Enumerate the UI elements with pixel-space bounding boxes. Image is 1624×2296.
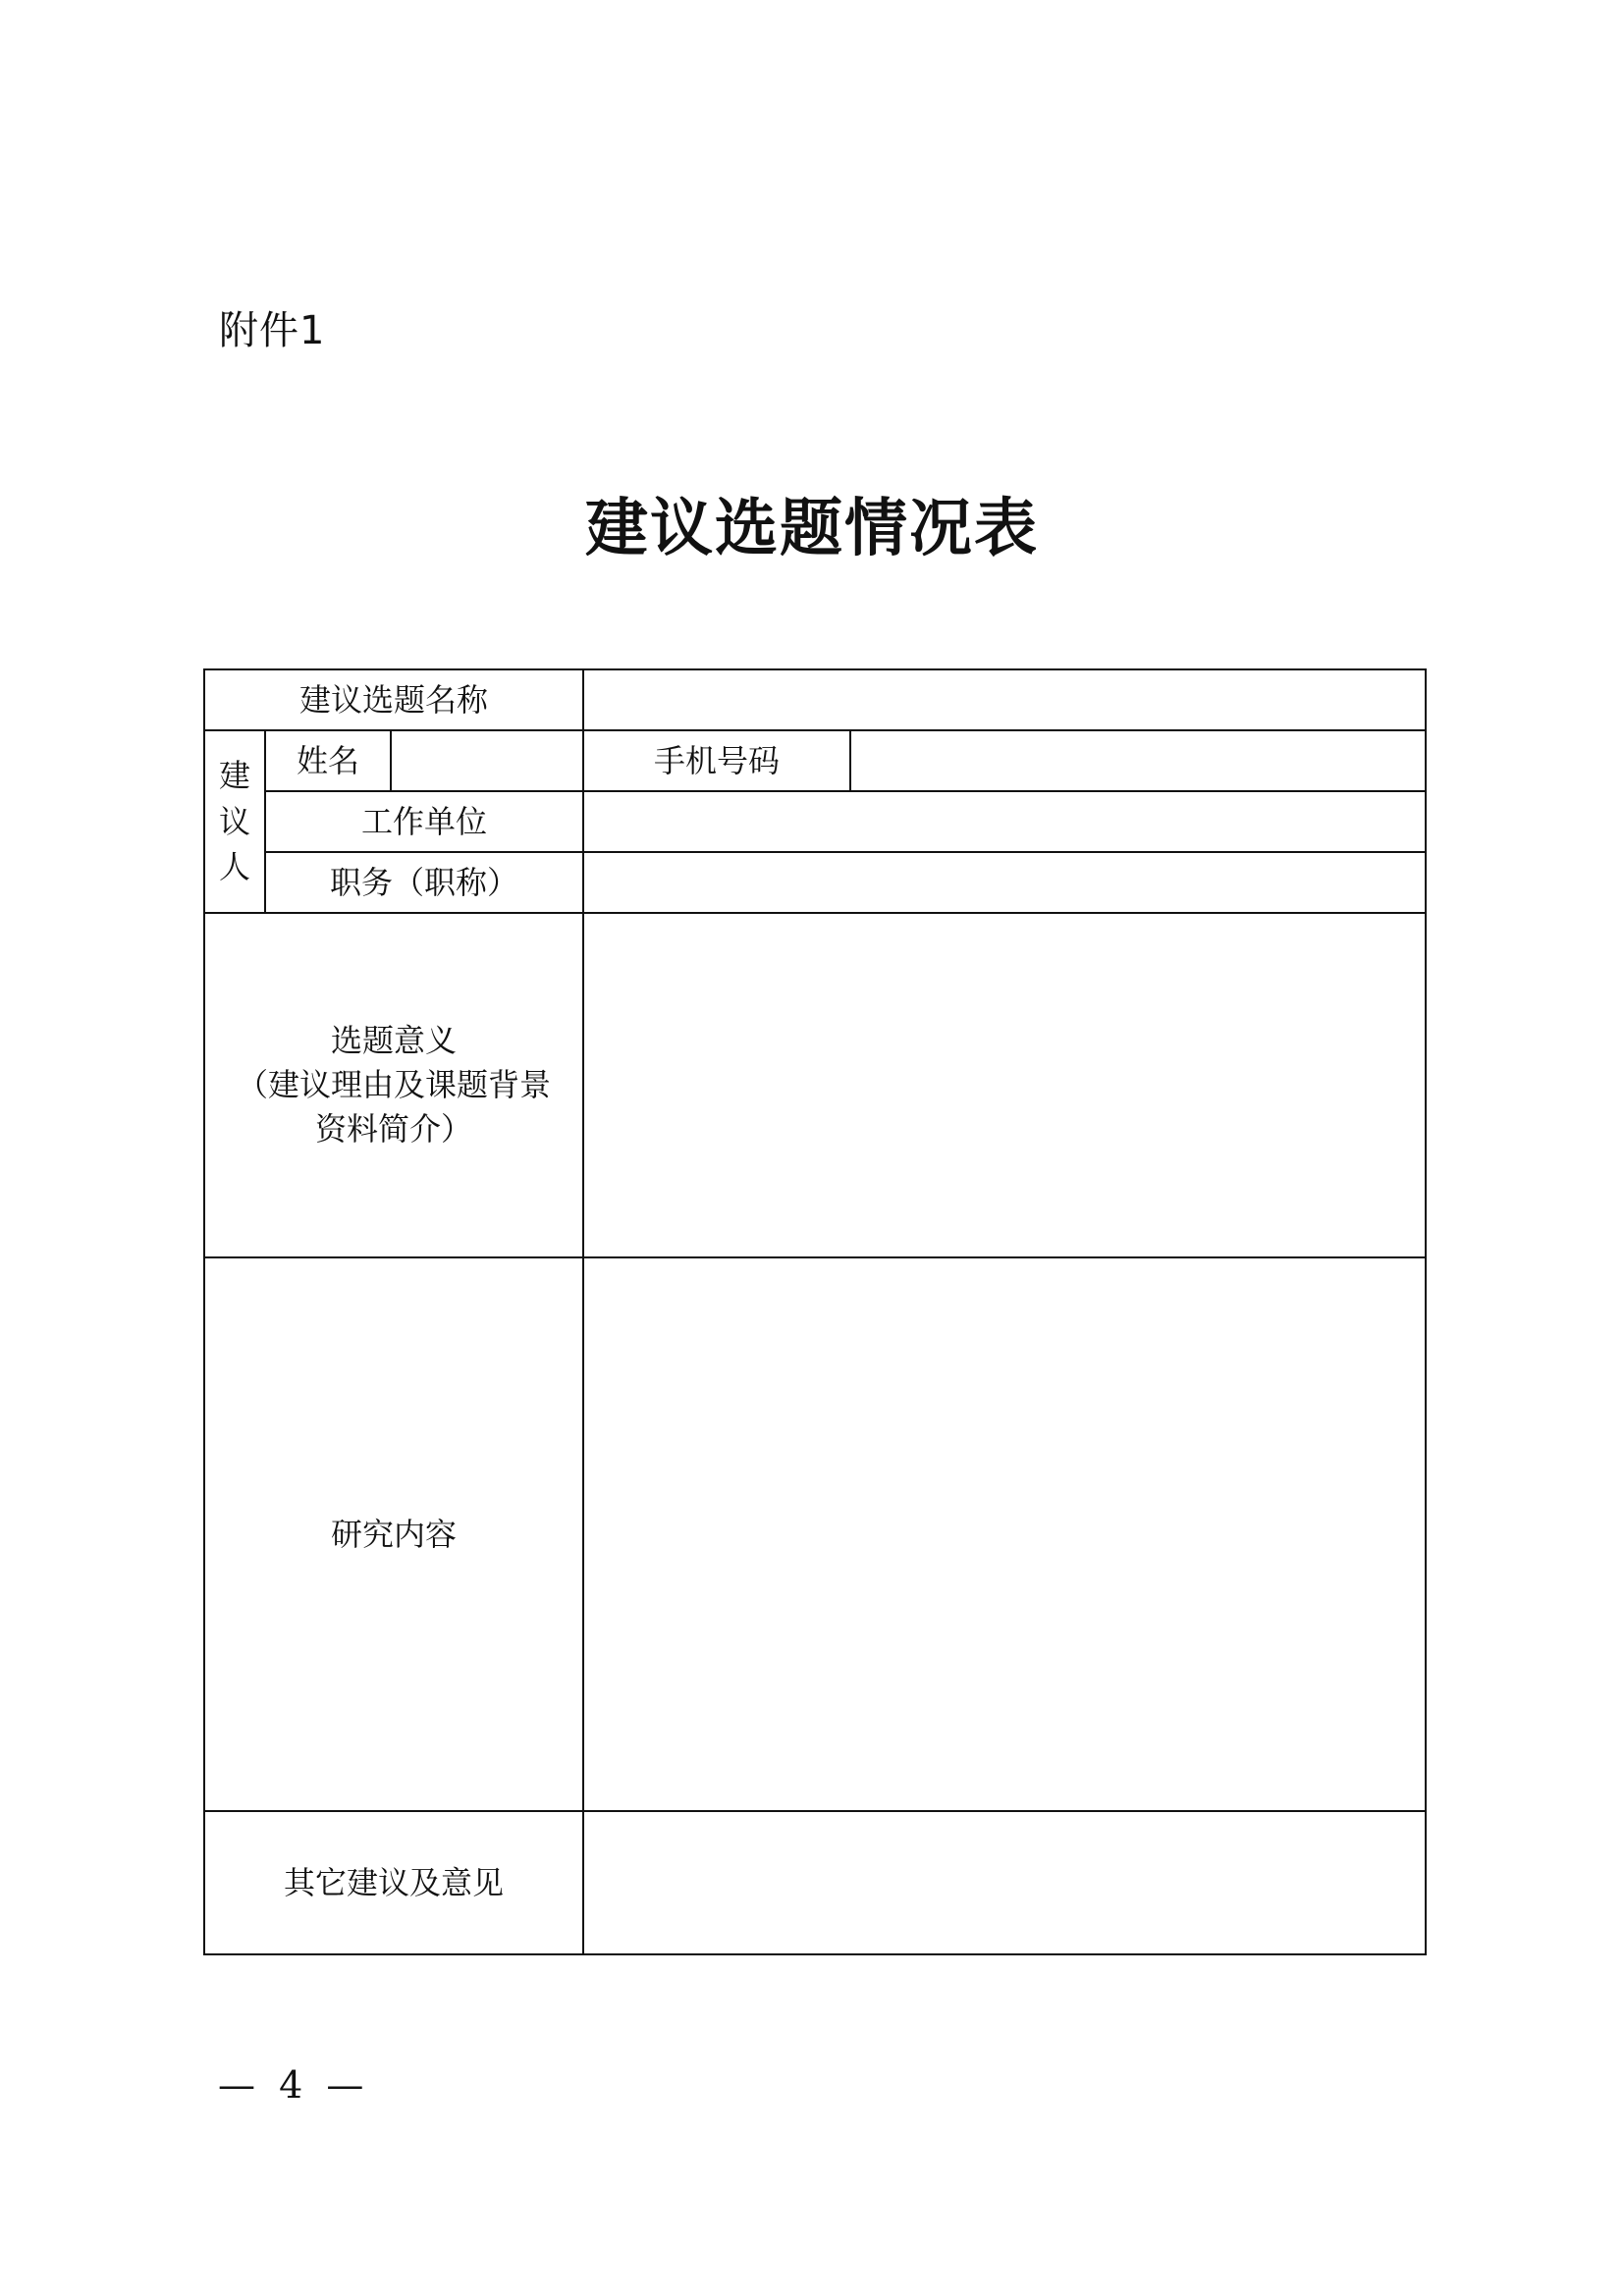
name-field[interactable]	[391, 730, 583, 791]
workplace-field[interactable]	[583, 791, 1426, 852]
row-research-content	[204, 1257, 1426, 1811]
row-name-phone	[204, 730, 1426, 791]
attachment-label: 附件1	[219, 308, 326, 353]
research-content-label: 研究内容	[204, 1257, 583, 1811]
other-suggestions-label: 其它建议及意见	[204, 1811, 583, 1954]
workplace-label: 工作单位	[265, 791, 583, 852]
position-field[interactable]	[583, 852, 1426, 913]
proposer-vertical-text: 建议人	[218, 757, 250, 886]
phone-label: 手机号码	[583, 730, 850, 791]
page-number: — 4 —	[218, 2063, 370, 2107]
row-significance	[204, 913, 1426, 1257]
significance-label-line3: 资料简介）	[314, 1109, 472, 1148]
position-label: 职务（职称）	[265, 852, 583, 913]
other-suggestions-field[interactable]	[583, 1811, 1426, 1954]
phone-field[interactable]	[850, 730, 1426, 791]
row-workplace	[204, 791, 1426, 852]
row-position	[204, 852, 1426, 913]
proposal-form-table	[203, 668, 1427, 1955]
significance-field[interactable]	[583, 913, 1426, 1257]
significance-label-line2: （建议理由及课题背景	[236, 1066, 551, 1104]
name-label: 姓名	[265, 730, 391, 791]
research-content-field[interactable]	[583, 1257, 1426, 1811]
topic-name-field[interactable]	[583, 669, 1426, 730]
row-topic-name	[204, 669, 1426, 730]
topic-name-label: 建议选题名称	[204, 669, 583, 730]
row-other-suggestions	[204, 1811, 1426, 1954]
proposer-group-label	[204, 730, 265, 913]
document-title: 建议选题情况表	[585, 492, 1039, 565]
significance-label-line1: 选题意义	[330, 1022, 457, 1060]
significance-label	[204, 913, 583, 1257]
